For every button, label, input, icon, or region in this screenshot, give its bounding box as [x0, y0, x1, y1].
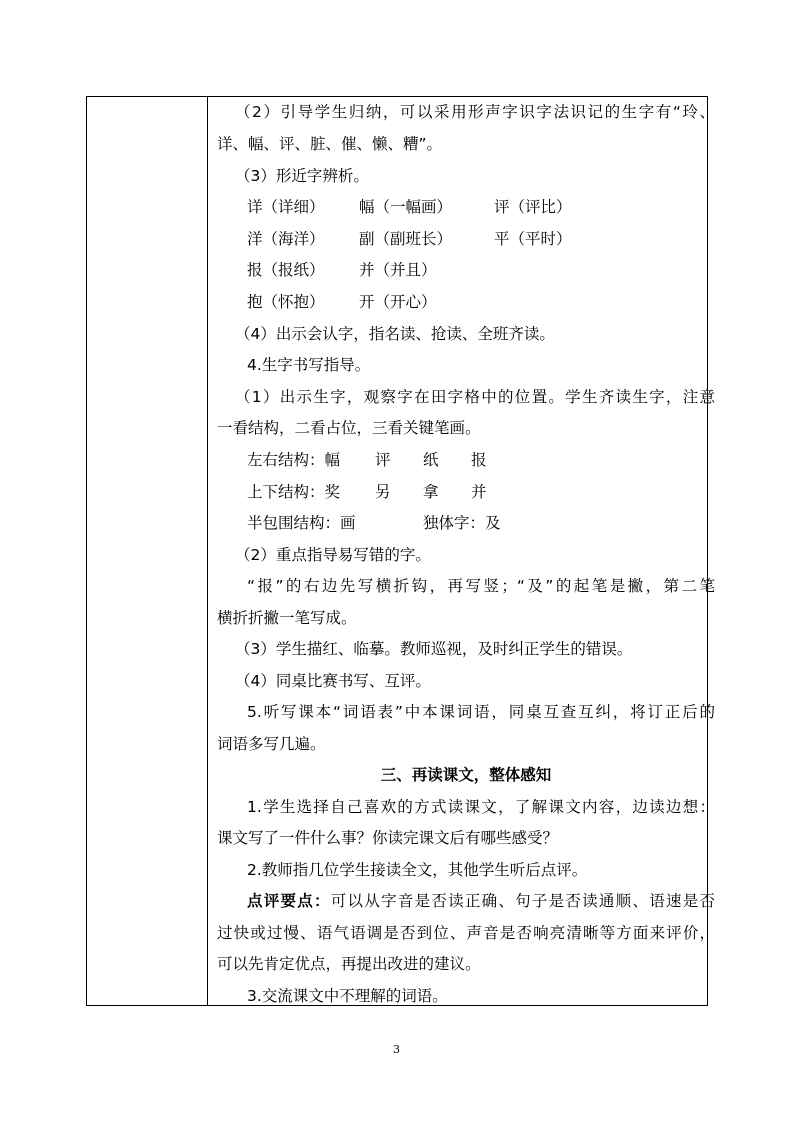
text-line: 可以先肯定优点，再提出改进的建议。 — [217, 955, 481, 973]
structure-row — [247, 482, 487, 502]
comment-label: 点评要点： — [247, 892, 331, 910]
structure-row — [247, 513, 501, 533]
text-line: 详、幅、评、脏、催、懒、糟”。 — [217, 135, 443, 153]
structure-label: 独体字：及 — [423, 514, 501, 532]
structure-char: 评 — [375, 451, 391, 469]
text-line: 5.听写课本“词语表”中本课词语，同桌互查互纠，将订正后的 — [247, 703, 715, 721]
char-pair-row — [247, 197, 572, 217]
text-line: 词语多写几遍。 — [217, 735, 326, 753]
section-title: 三、再读课文，整体感知 — [380, 766, 552, 784]
char-pair-row — [247, 260, 437, 280]
structure-row — [247, 450, 487, 470]
text-line: （2）重点指导易写错的字。 — [235, 546, 431, 564]
text-line: 一看结构，二看占位，三看关键笔画。 — [217, 419, 481, 437]
text-line: （2）引导学生归纳，可以采用形声字识字法识记的生字有“玲、 — [235, 103, 715, 121]
structure-char: 拿 — [423, 483, 439, 501]
text-line: 2.教师指几位学生接读全文，其他学生听后点评。 — [247, 861, 588, 879]
char-pair: 平（平时） — [494, 230, 572, 248]
column-divider — [207, 97, 208, 1005]
text-line: 横折折撇一笔写成。 — [217, 609, 357, 627]
structure-char: 另 — [375, 483, 391, 501]
structure-label: 上下结构：奖 — [247, 483, 341, 501]
structure-label: 半包围结构：画 — [247, 514, 356, 532]
structure-label: 左右结构：幅 — [247, 451, 341, 469]
char-pair: 并（并且） — [359, 261, 437, 279]
text-line: （3）学生描红、临摹。教师巡视，及时纠正学生的错误。 — [235, 640, 633, 658]
char-pair: 副（副班长） — [359, 230, 453, 248]
structure-char: 并 — [471, 483, 487, 501]
lesson-table — [86, 96, 715, 1006]
text-line: （3）形近字辨析。 — [235, 167, 369, 185]
char-pair: 洋（海洋） — [247, 230, 325, 248]
structure-char: 报 — [471, 451, 487, 469]
structure-char: 纸 — [423, 451, 439, 469]
text-line: （1）出示生字，观察字在田字格中的位置。学生齐读生字，注意 — [235, 388, 715, 406]
char-pair: 抱（怀抱） — [247, 293, 325, 311]
char-pair-row — [247, 292, 437, 312]
char-pair: 评（评比） — [494, 198, 572, 216]
comment-line — [247, 891, 715, 911]
char-pair: 报（报纸） — [247, 261, 325, 279]
text-line: 过快或过慢、语气语调是否到位、声音是否响亮清晰等方面来评价， — [217, 924, 715, 942]
page-number: 3 — [393, 1043, 400, 1056]
text-line: 课文写了一件什么事？你读完课文后有哪些感受？ — [217, 829, 559, 847]
text-line: （4）出示会认字，指名读、抢读、全班齐读。 — [235, 325, 555, 343]
text-line: “报”的右边先写横折钩，再写竖；“及”的起笔是撇，第二笔 — [247, 577, 715, 595]
text-line: 3.交流课文中不理解的词语。 — [247, 987, 448, 1005]
char-pair-row — [247, 229, 572, 249]
text-line: 1.学生选择自己喜欢的方式读课文，了解课文内容，边读边想： — [247, 798, 715, 816]
text-line: （4）同桌比赛书写、互评。 — [235, 672, 431, 690]
comment-text: 可以从字音是否读正确、句子是否读通顺、语速是否 — [330, 892, 715, 910]
text-line: 4.生字书写指导。 — [247, 356, 371, 374]
char-pair: 幅（一幅画） — [359, 198, 453, 216]
char-pair: 开（开心） — [359, 293, 437, 311]
char-pair: 详（详细） — [247, 198, 325, 216]
